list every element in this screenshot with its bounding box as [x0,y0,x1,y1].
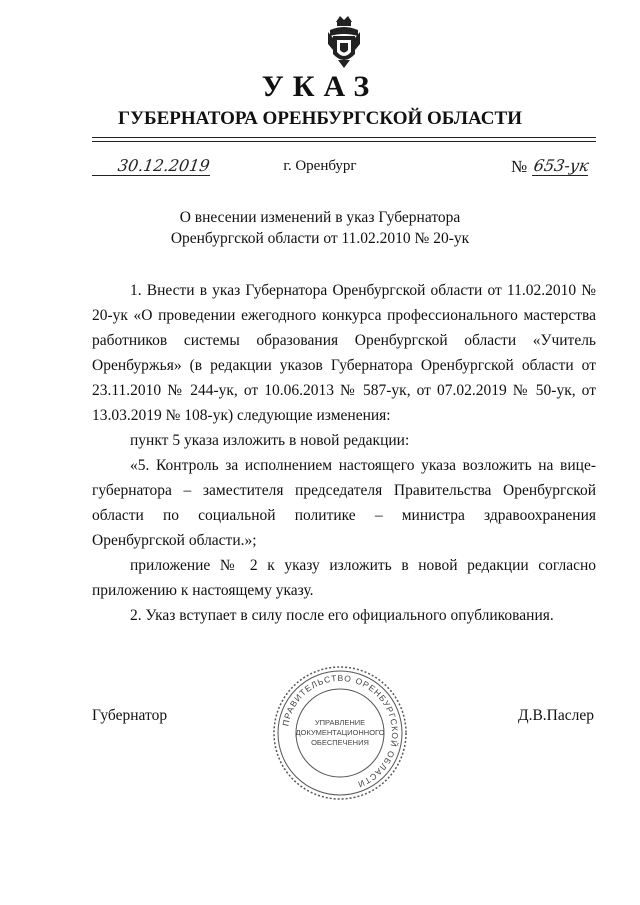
document-date: 30.12.2019 [116,156,211,175]
signatory-name: Д.В.Паслер [518,707,594,724]
paragraph-2: пункт 5 указа изложить в новой редакции: [130,432,410,449]
signatory-position: Губернатор [92,707,168,724]
paragraph-1: 1. Внести в указ Губернатора Оренбургской области от 11.02.2010 № 20-ук «О проведении ежегодного конкурса профессионального мастерства работников системы образования Оренбургской области «Учитель Оренбуржья» (в редакции указов Губернатора Оренбургской области от 23.11.2010 № 244-ук, от 10.06.2013 № 587-ук, от 07.02.2019 № 50-ук, от 13.03.2019 № 108-ук) следующие изменения: [92,282,596,424]
date-underline [92,175,210,176]
header-divider [92,137,596,138]
header-divider-second [92,141,596,142]
paragraph-4: приложение № 2 к указу изложить в новой редакции согласно приложению к настоящему указу. [92,557,596,599]
stamp-line-2: ДОКУМЕНТАЦИОННОГО [295,728,385,737]
heading-line-2: Оренбургской области от 11.02.2010 № 20-ук [170,230,470,247]
number-sign: № [511,157,528,176]
official-stamp [270,663,410,803]
stamp-line-1: УПРАВЛЕНИЕ [314,718,366,727]
paragraph-5: 2. Указ вступает в силу после его официального опубликования. [130,607,554,624]
stamp-outer-text: ПРАВИТЕЛЬСТВО ОРЕНБУРГСКОЙ ОБЛАСТИ [280,672,401,790]
document-body [92,278,596,628]
document-heading [0,207,640,249]
paragraph-3: «5. Контроль за исполнением настоящего указа возложить на вице-губернатора – заместителя председателя Правительства Оренбургской области по социальной политике – министра здравоохранения Оренбургской области.»; [92,457,596,549]
document-type-title: УКАЗ [261,70,379,103]
document-number: 653-ук [532,156,591,175]
document-city: г. Оренбург [283,158,357,174]
coat-of-arms-icon [326,14,362,70]
issuer-title: ГУБЕРНАТОРА ОРЕНБУРГСКОЙ ОБЛАСТИ [118,108,522,129]
heading-line-1: О внесении изменений в указ Губернатора [179,209,461,226]
stamp-line-3: ОБЕСПЕЧЕНИЯ [311,738,369,747]
number-underline [532,175,588,176]
